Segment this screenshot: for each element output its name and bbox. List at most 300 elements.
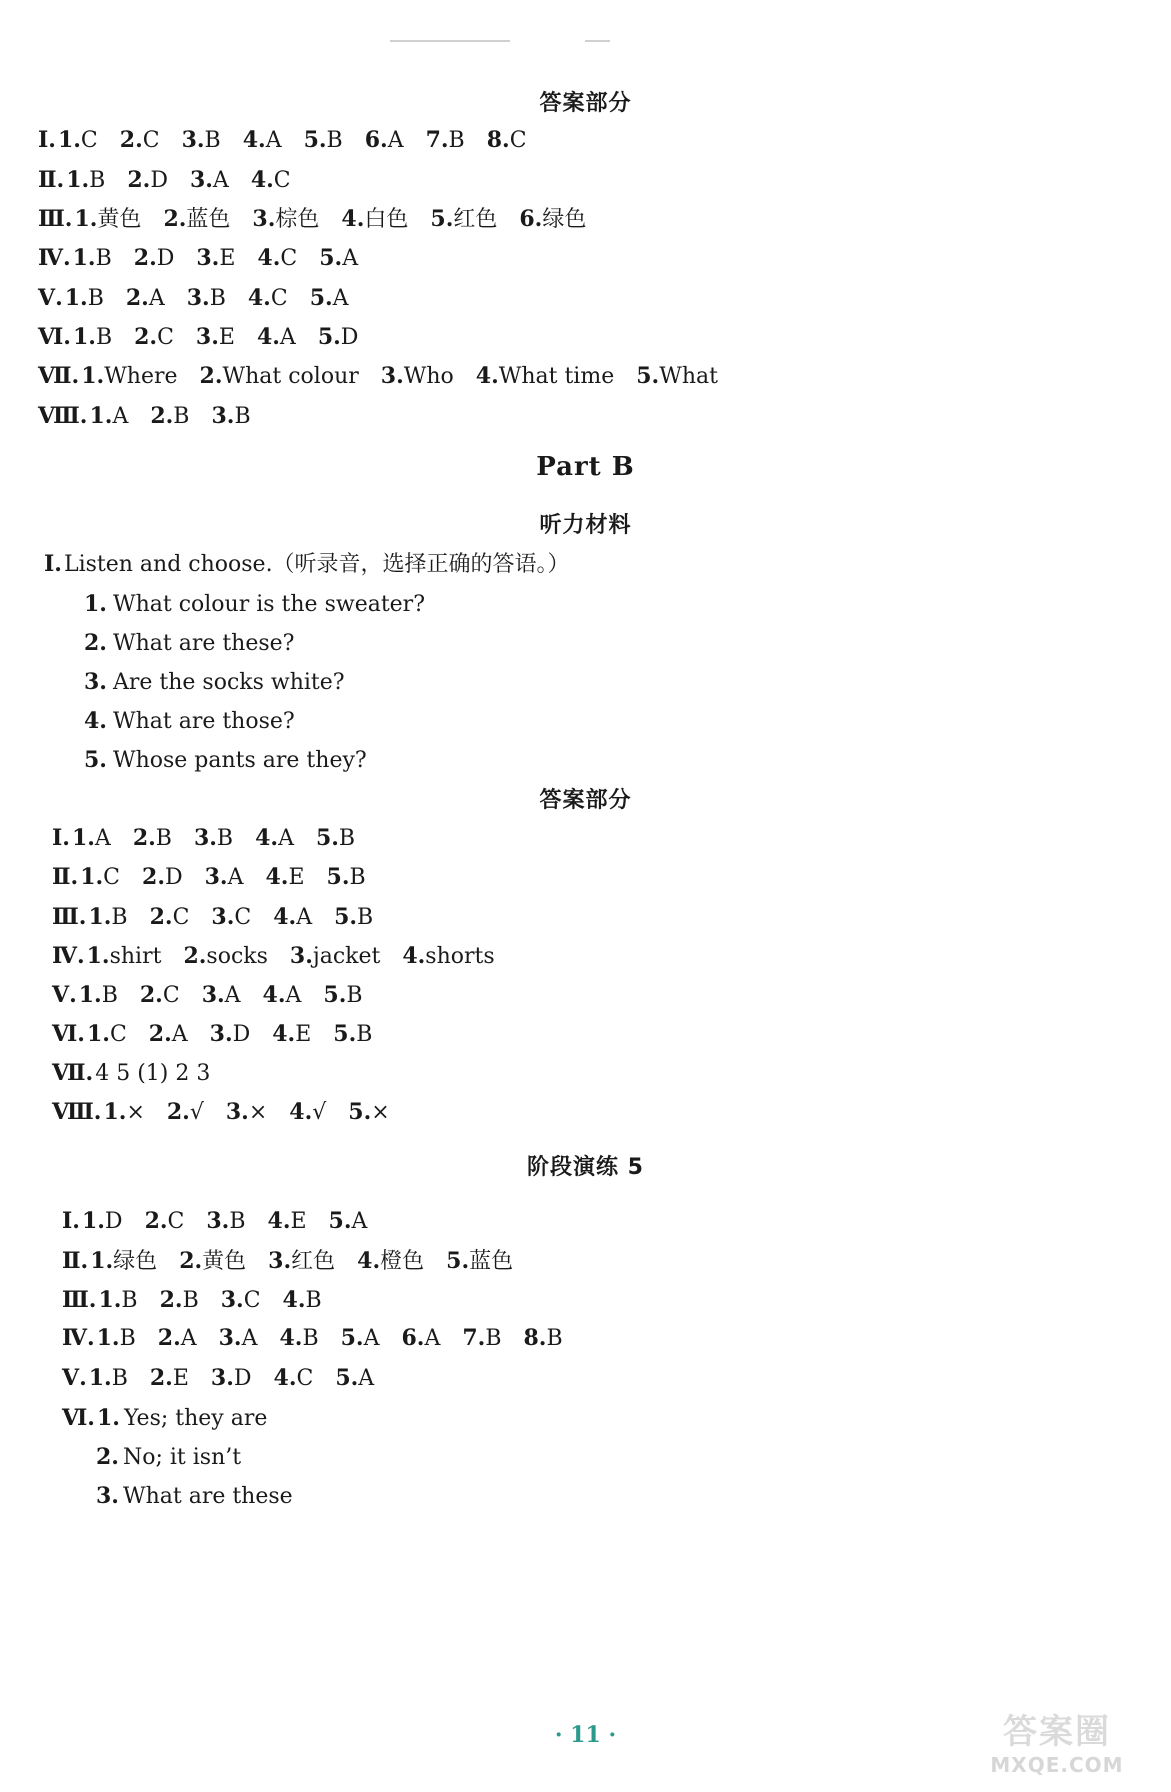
- item-number: 1.: [96, 1325, 120, 1351]
- item-answer: B: [111, 905, 128, 930]
- item-answer: A: [227, 865, 244, 890]
- listening-question: [84, 589, 425, 620]
- item-number: 3.: [211, 904, 235, 930]
- item-answer: A: [180, 1326, 197, 1351]
- item-answer: 绿色: [542, 207, 587, 232]
- item-number: 4.: [279, 1325, 303, 1351]
- item-answer: 4 5 (1) 2 3: [95, 1061, 211, 1086]
- answer-item: [636, 364, 718, 389]
- item-number: 5.: [430, 206, 454, 232]
- item-number: 5.: [303, 127, 327, 153]
- answer-item: [476, 364, 614, 389]
- item-number: 2.: [125, 285, 149, 311]
- item-answer: ×: [371, 1100, 390, 1125]
- item-number: 2.: [142, 864, 165, 890]
- item-number: 5.: [446, 1248, 470, 1274]
- item-answer: What: [659, 364, 718, 389]
- answer-item: [66, 168, 105, 193]
- item-number: 3.: [252, 206, 276, 232]
- item-number: 1.: [89, 403, 113, 429]
- answer-item: [462, 1326, 501, 1351]
- item-number: 7.: [462, 1325, 486, 1351]
- answer-row: [38, 401, 273, 432]
- item-number: 5.: [84, 747, 107, 773]
- item-number: 3.: [209, 1021, 233, 1047]
- item-answer: B: [346, 983, 363, 1008]
- answer-item: [167, 1100, 204, 1125]
- answer-item: [487, 128, 527, 153]
- item-number: 3.: [193, 825, 217, 851]
- item-answer: E: [295, 1022, 312, 1047]
- answer-item: [283, 1288, 322, 1313]
- answer-item: [319, 246, 358, 271]
- answer-item: [179, 1249, 246, 1274]
- item-number: 1.: [64, 285, 88, 311]
- item-answer: B: [101, 983, 118, 1008]
- item-answer: 黄色: [97, 207, 142, 232]
- item-answer: B: [87, 286, 104, 311]
- item-answer: B: [95, 325, 113, 350]
- item-answer: A: [285, 983, 302, 1008]
- section-numeral: Ⅷ.: [52, 1099, 102, 1125]
- item-answer: C: [162, 983, 180, 1008]
- answer-item: [95, 1061, 210, 1086]
- item-number: 4.: [267, 1208, 291, 1234]
- item-answer: A: [387, 128, 404, 153]
- answer-item: [211, 1366, 252, 1391]
- item-answer: B: [326, 128, 343, 153]
- answer-item: [426, 128, 465, 153]
- item-answer: C: [280, 246, 298, 271]
- answer-item: [65, 286, 104, 311]
- answer-item: [268, 1209, 307, 1234]
- answer-item: [89, 1366, 128, 1391]
- item-number: 4.: [402, 943, 426, 969]
- item-answer: B: [119, 1326, 136, 1351]
- item-number: 5.: [315, 825, 339, 851]
- item-number: 5.: [334, 904, 358, 930]
- answer-item: [348, 1100, 389, 1125]
- answer-item: [341, 207, 408, 232]
- item-number: 7.: [425, 127, 449, 153]
- item-answer: B: [349, 865, 366, 890]
- answer-item: [89, 404, 128, 429]
- item-answer: socks: [206, 944, 268, 969]
- item-number: 2.: [96, 1444, 119, 1470]
- listening-heading: 听力材料: [539, 513, 632, 538]
- item-number: 5.: [319, 245, 343, 271]
- item-answer: E: [219, 246, 236, 271]
- answer-item: [290, 944, 380, 969]
- item-number: 4.: [256, 324, 280, 350]
- answer-item: [205, 865, 244, 890]
- answer-item: [263, 983, 302, 1008]
- item-answer: A: [171, 1022, 188, 1047]
- item-answer: C: [172, 905, 190, 930]
- answer-item: [80, 865, 120, 890]
- item-number: 4.: [273, 904, 297, 930]
- section-numeral: Ⅳ.: [38, 245, 71, 271]
- item-answer: A: [351, 1209, 368, 1234]
- answer-item: [74, 207, 141, 232]
- answer-row: [52, 980, 385, 1011]
- item-answer: B: [338, 826, 356, 851]
- page-number: · 11 ·: [554, 1722, 617, 1748]
- answer-item: [194, 826, 233, 851]
- answer-item: [219, 1326, 258, 1351]
- item-answer: A: [112, 404, 129, 429]
- answer-item: [268, 1249, 335, 1274]
- answer-item: [97, 1326, 136, 1351]
- answer-item: [134, 325, 174, 350]
- item-number: 1.: [86, 1021, 110, 1047]
- item-number: 1.: [72, 245, 96, 271]
- item-number: 2.: [84, 630, 107, 656]
- answer-item: [120, 128, 160, 153]
- item-number: 8.: [523, 1325, 547, 1351]
- item-number: 4.: [282, 1287, 306, 1313]
- section-numeral: Ⅵ.: [62, 1405, 95, 1431]
- item-answer: B: [356, 1022, 373, 1047]
- item-answer: What colour: [222, 364, 359, 389]
- item-answer: B: [357, 905, 374, 930]
- answer-item: [140, 983, 180, 1008]
- listening-question: [84, 706, 295, 737]
- item-answer: No; it isn’t: [122, 1445, 242, 1470]
- item-answer: √: [189, 1100, 204, 1125]
- answer-item: [142, 865, 183, 890]
- item-number: 1.: [66, 167, 90, 193]
- item-number: 4.: [265, 864, 289, 890]
- item-answer: 蓝色: [186, 207, 231, 232]
- item-number: 5.: [335, 1365, 359, 1391]
- item-answer: D: [104, 1209, 123, 1234]
- item-answer: What are these: [122, 1484, 293, 1509]
- answer-item: [82, 1209, 123, 1234]
- answer-item: [310, 286, 349, 311]
- item-answer: E: [172, 1366, 189, 1391]
- item-answer: E: [288, 865, 305, 890]
- item-number: 3.: [204, 864, 228, 890]
- item-answer: shirt: [109, 944, 162, 969]
- item-number: 2.: [157, 1325, 181, 1351]
- item-answer: A: [224, 983, 241, 1008]
- item-answer: B: [546, 1326, 563, 1351]
- item-answer: Yes; they are: [123, 1406, 268, 1431]
- answer-row: [38, 165, 313, 196]
- item-answer: B: [155, 826, 172, 851]
- item-answer: 黄色: [202, 1249, 247, 1274]
- answer-item: [73, 325, 112, 350]
- answer-row: [62, 1403, 267, 1434]
- item-answer: A: [212, 168, 229, 193]
- item-number: 2.: [183, 943, 207, 969]
- section-numeral: Ⅱ.: [38, 167, 65, 193]
- item-number: 2.: [144, 1208, 168, 1234]
- watermark-logo: [957, 1704, 1157, 1784]
- item-answer: C: [296, 1366, 314, 1391]
- question-text: What are those?: [112, 709, 295, 734]
- answer-item: [252, 207, 319, 232]
- item-number: 1.: [86, 943, 110, 969]
- item-number: 5.: [333, 1021, 357, 1047]
- item-answer: D: [232, 1022, 251, 1047]
- answer-item: [187, 286, 226, 311]
- item-number: 5.: [328, 1208, 352, 1234]
- item-answer: 橙色: [380, 1249, 425, 1274]
- answer-row: [52, 941, 517, 972]
- answer-item: [333, 1022, 372, 1047]
- answer-row: [52, 862, 388, 893]
- answer-item: [134, 246, 175, 271]
- answer-item: [327, 865, 366, 890]
- top-rule-right: [585, 40, 610, 42]
- answer-item: [323, 983, 362, 1008]
- answer-heading-1: 答案部分: [539, 91, 632, 116]
- section-numeral: Ⅰ.: [38, 127, 56, 153]
- answer-row: [52, 1019, 394, 1050]
- item-answer: C: [273, 168, 291, 193]
- item-answer: shorts: [425, 944, 495, 969]
- answer-item: [196, 246, 235, 271]
- answer-row: [38, 322, 380, 353]
- answer-item: [221, 1288, 261, 1313]
- item-answer: A: [148, 286, 165, 311]
- answer-item: [90, 1249, 157, 1274]
- answer-item: [206, 1209, 245, 1234]
- item-answer: D: [150, 168, 168, 193]
- section-numeral: Ⅷ.: [38, 403, 88, 429]
- answer-item: [334, 905, 373, 930]
- answer-row: [52, 1097, 412, 1128]
- item-number: 3.: [96, 1483, 119, 1509]
- answer-item: [255, 826, 294, 851]
- item-number: 1.: [88, 904, 112, 930]
- item-answer: A: [241, 1326, 258, 1351]
- item-answer: D: [340, 325, 359, 350]
- answer-item: [88, 905, 127, 930]
- answer-item: [318, 325, 359, 350]
- answer-item: [196, 325, 235, 350]
- answer-item: [341, 1326, 380, 1351]
- item-number: 3.: [210, 1365, 234, 1391]
- answer-row: [38, 125, 549, 156]
- answer-item: [279, 1326, 318, 1351]
- item-number: 2.: [148, 1021, 172, 1047]
- item-answer: A: [424, 1326, 441, 1351]
- item-answer: C: [142, 128, 160, 153]
- item-number: 3.: [84, 669, 107, 695]
- section-numeral: Ⅴ.: [62, 1365, 87, 1391]
- section-numeral: Ⅱ.: [52, 864, 79, 890]
- section-numeral: Ⅶ.: [38, 363, 80, 389]
- item-number: 1.: [98, 1287, 122, 1313]
- item-number: 3.: [206, 1208, 230, 1234]
- item-number: 1.: [71, 825, 95, 851]
- answer-row: [38, 204, 608, 235]
- item-answer: Where: [104, 364, 178, 389]
- question-text: What colour is the sweater?: [112, 592, 425, 617]
- item-answer: C: [80, 128, 98, 153]
- answer-item: [58, 128, 98, 153]
- item-answer: B: [305, 1288, 322, 1313]
- item-number: 2.: [127, 167, 151, 193]
- item-answer: B: [89, 168, 106, 193]
- item-number: 1.: [88, 1365, 112, 1391]
- answer-item: [98, 1288, 137, 1313]
- item-answer: A: [278, 826, 294, 851]
- item-answer: C: [270, 286, 288, 311]
- item-answer: C: [103, 865, 121, 890]
- answer-item: [210, 1022, 251, 1047]
- item-answer: ×: [248, 1100, 268, 1125]
- answer-item: [365, 128, 404, 153]
- item-number: 3.: [196, 245, 220, 271]
- item-number: 2.: [150, 403, 174, 429]
- item-answer: ×: [126, 1100, 145, 1125]
- answer-row: [62, 1363, 396, 1394]
- item-number: 3.: [195, 324, 219, 350]
- item-number: 3.: [181, 127, 205, 153]
- item-answer: jacket: [312, 944, 381, 969]
- item-number: 4.: [341, 206, 365, 232]
- answer-row: [62, 1246, 535, 1277]
- item-answer: A: [332, 286, 349, 311]
- item-answer: B: [302, 1326, 319, 1351]
- item-number: 4.: [357, 1248, 381, 1274]
- question-text: Are the socks white?: [112, 670, 345, 695]
- question-text: What are these?: [112, 631, 295, 656]
- answer-row: [38, 361, 740, 392]
- answer-row: [96, 1442, 241, 1473]
- answer-item: [248, 286, 288, 311]
- item-number: 4.: [289, 1099, 313, 1125]
- section-numeral: Ⅲ.: [62, 1287, 97, 1313]
- item-number: 2.: [159, 1287, 183, 1313]
- top-rule-left: [390, 40, 510, 42]
- answer-row: [38, 283, 371, 314]
- answer-item: [243, 128, 282, 153]
- answer-row: [38, 243, 380, 274]
- item-answer: B: [448, 128, 465, 153]
- item-number: 1.: [103, 1099, 127, 1125]
- answer-row: [96, 1481, 293, 1512]
- item-number: 1.: [81, 363, 105, 389]
- answer-row: [62, 1323, 585, 1354]
- answer-item: [87, 944, 162, 969]
- item-number: 5.: [323, 982, 347, 1008]
- section-numeral: Ⅳ.: [62, 1325, 95, 1351]
- item-number: 3.: [380, 363, 404, 389]
- item-answer: B: [216, 826, 234, 851]
- item-number: 3.: [220, 1287, 244, 1313]
- answer-item: [81, 364, 177, 389]
- item-number: 4.: [250, 167, 274, 193]
- item-number: 1.: [80, 864, 104, 890]
- answer-item: [163, 207, 230, 232]
- item-number: 3.: [186, 285, 210, 311]
- item-number: 2.: [149, 1365, 173, 1391]
- item-answer: C: [243, 1288, 261, 1313]
- answer-item: [329, 1209, 368, 1234]
- item-number: 6.: [519, 206, 543, 232]
- answer-item: [257, 246, 297, 271]
- item-answer: What time: [498, 364, 615, 389]
- answer-item: [126, 286, 165, 311]
- question-text: Whose pants are they?: [112, 748, 367, 773]
- answer-item: [211, 905, 251, 930]
- answer-item: [200, 364, 359, 389]
- answer-item: [149, 1022, 188, 1047]
- answer-item: [72, 826, 111, 851]
- item-number: 4.: [475, 363, 499, 389]
- item-answer: C: [234, 905, 252, 930]
- section-numeral: Ⅱ.: [62, 1248, 89, 1274]
- answer-item: [265, 865, 304, 890]
- answer-item: [73, 246, 112, 271]
- item-number: 8.: [486, 127, 510, 153]
- answer-item: [150, 1366, 189, 1391]
- answer-row: [52, 902, 395, 933]
- item-number: 2.: [133, 245, 157, 271]
- item-number: 5.: [636, 363, 660, 389]
- section-numeral: Ⅶ.: [52, 1060, 94, 1086]
- answer-item: [402, 944, 494, 969]
- item-answer: B: [209, 286, 226, 311]
- answer-item: [226, 1100, 267, 1125]
- answer-item: [357, 1249, 424, 1274]
- item-number: 3.: [268, 1248, 292, 1274]
- answer-item: [150, 404, 189, 429]
- item-answer: 绿色: [113, 1249, 158, 1274]
- item-answer: D: [156, 246, 175, 271]
- item-number: 5.: [326, 864, 350, 890]
- answer-item: [79, 983, 118, 1008]
- item-number: 4.: [255, 825, 279, 851]
- answer-item: [158, 1326, 197, 1351]
- listening-question: [84, 745, 367, 776]
- item-answer: A: [94, 826, 111, 851]
- item-number: 1.: [81, 1208, 105, 1234]
- answer-item: [274, 1366, 314, 1391]
- item-answer: E: [290, 1209, 307, 1234]
- item-answer: B: [182, 1288, 199, 1313]
- answer-item: [335, 1366, 374, 1391]
- item-number: 1.: [57, 127, 81, 153]
- item-answer: A: [279, 325, 296, 350]
- item-answer: B: [121, 1288, 138, 1313]
- answer-item: [127, 168, 168, 193]
- item-answer: B: [95, 246, 112, 271]
- answer-item: [103, 1100, 144, 1125]
- item-number: 3.: [189, 167, 213, 193]
- answer-row: [62, 1206, 389, 1237]
- answer-item: [304, 128, 343, 153]
- item-answer: B: [111, 1366, 128, 1391]
- item-number: 5.: [340, 1325, 364, 1351]
- answer-item: [87, 1022, 127, 1047]
- item-number: 2.: [149, 904, 173, 930]
- item-answer: B: [204, 128, 221, 153]
- item-answer: 红色: [291, 1249, 336, 1274]
- watermark-text: 答案圈: [1003, 1712, 1111, 1752]
- item-answer: D: [233, 1366, 252, 1391]
- answer-item: [251, 168, 291, 193]
- item-number: 3.: [218, 1325, 242, 1351]
- section-numeral: Ⅰ.: [44, 551, 62, 577]
- item-number: 2.: [163, 206, 187, 232]
- answer-item: [182, 128, 221, 153]
